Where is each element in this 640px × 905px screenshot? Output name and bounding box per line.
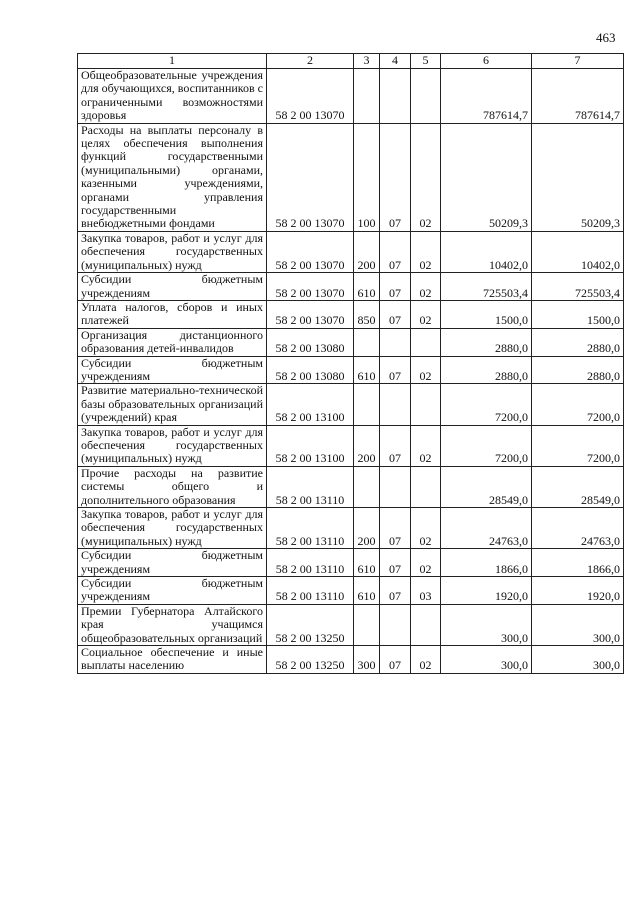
row-vr-cell: 300 <box>354 646 380 674</box>
row-pr-cell: 02 <box>411 273 441 301</box>
row-vr-cell: 200 <box>354 231 380 272</box>
row-vr-cell: 610 <box>354 273 380 301</box>
row-sum-cell: 1866,0 <box>441 549 532 577</box>
row-csr-cell: 58 2 00 13100 <box>267 384 354 425</box>
budget-table <box>77 53 624 674</box>
row-csr-cell: 58 2 00 13110 <box>267 577 354 605</box>
row-vr-cell: 200 <box>354 425 380 466</box>
row-rz-cell: 07 <box>380 273 411 301</box>
row-rz-cell: 07 <box>380 425 411 466</box>
row-name-cell: Закупка товаров, работ и услуг для обеспечения государственных (муниципальных) нужд <box>78 231 267 272</box>
row-sum-next-year-cell: 1920,0 <box>532 577 624 605</box>
row-csr-cell: 58 2 00 13100 <box>267 425 354 466</box>
row-vr-cell <box>354 69 380 124</box>
row-vr-cell: 610 <box>354 356 380 384</box>
row-sum-cell: 787614,7 <box>441 69 532 124</box>
table-row <box>78 384 624 425</box>
row-csr-cell: 58 2 00 13110 <box>267 508 354 549</box>
row-rz-cell: 07 <box>380 508 411 549</box>
table-row <box>78 646 624 674</box>
row-pr-cell <box>411 466 441 507</box>
row-sum-next-year-cell: 7200,0 <box>532 425 624 466</box>
column-header: 5 <box>411 54 441 69</box>
row-name-cell: Субсидии бюджетным учреждениям <box>78 356 267 384</box>
row-pr-cell: 02 <box>411 231 441 272</box>
row-sum-cell: 28549,0 <box>441 466 532 507</box>
row-name-cell: Субсидии бюджетным учреждениям <box>78 549 267 577</box>
row-sum-cell: 24763,0 <box>441 508 532 549</box>
row-sum-next-year-cell: 10402,0 <box>532 231 624 272</box>
row-name-cell: Субсидии бюджетным учреждениям <box>78 577 267 605</box>
column-header: 4 <box>380 54 411 69</box>
row-rz-cell: 07 <box>380 123 411 231</box>
column-header: 2 <box>267 54 354 69</box>
row-rz-cell: 07 <box>380 300 411 328</box>
row-pr-cell <box>411 328 441 356</box>
row-sum-cell: 300,0 <box>441 604 532 645</box>
row-vr-cell: 100 <box>354 123 380 231</box>
row-pr-cell: 02 <box>411 646 441 674</box>
row-pr-cell <box>411 69 441 124</box>
row-rz-cell: 07 <box>380 646 411 674</box>
row-sum-cell: 7200,0 <box>441 384 532 425</box>
row-name-cell: Закупка товаров, работ и услуг для обеспечения государственных (муниципальных) нужд <box>78 425 267 466</box>
row-rz-cell <box>380 466 411 507</box>
row-rz-cell <box>380 604 411 645</box>
row-pr-cell: 02 <box>411 425 441 466</box>
row-sum-cell: 725503,4 <box>441 273 532 301</box>
row-rz-cell <box>380 328 411 356</box>
row-csr-cell: 58 2 00 13070 <box>267 231 354 272</box>
row-vr-cell: 610 <box>354 577 380 605</box>
row-pr-cell: 02 <box>411 123 441 231</box>
table-row <box>78 549 624 577</box>
row-sum-next-year-cell: 1866,0 <box>532 549 624 577</box>
row-rz-cell: 07 <box>380 577 411 605</box>
row-csr-cell: 58 2 00 13070 <box>267 69 354 124</box>
row-vr-cell: 850 <box>354 300 380 328</box>
table-row <box>78 300 624 328</box>
table-row <box>78 69 624 124</box>
row-sum-cell: 50209,3 <box>441 123 532 231</box>
row-sum-cell: 1500,0 <box>441 300 532 328</box>
column-header: 7 <box>532 54 624 69</box>
row-csr-cell: 58 2 00 13080 <box>267 356 354 384</box>
table-row <box>78 425 624 466</box>
row-csr-cell: 58 2 00 13250 <box>267 646 354 674</box>
row-rz-cell <box>380 384 411 425</box>
row-rz-cell: 07 <box>380 356 411 384</box>
row-pr-cell <box>411 604 441 645</box>
row-vr-cell: 610 <box>354 549 380 577</box>
row-name-cell: Расходы на выплаты персоналу в целях обеспечения выполнения функций государственными (муниципальными) органами, казенными учреждениями, органами управления государственными внебюджетными фондами <box>78 123 267 231</box>
row-rz-cell: 07 <box>380 231 411 272</box>
table-row <box>78 604 624 645</box>
row-csr-cell: 58 2 00 13070 <box>267 300 354 328</box>
row-pr-cell: 02 <box>411 300 441 328</box>
row-csr-cell: 58 2 00 13110 <box>267 549 354 577</box>
row-vr-cell <box>354 384 380 425</box>
row-sum-next-year-cell: 300,0 <box>532 604 624 645</box>
row-vr-cell <box>354 604 380 645</box>
row-sum-next-year-cell: 2880,0 <box>532 328 624 356</box>
row-name-cell: Субсидии бюджетным учреждениям <box>78 273 267 301</box>
row-sum-cell: 10402,0 <box>441 231 532 272</box>
table-row <box>78 328 624 356</box>
row-vr-cell <box>354 466 380 507</box>
row-sum-next-year-cell: 7200,0 <box>532 384 624 425</box>
row-sum-cell: 7200,0 <box>441 425 532 466</box>
column-header: 1 <box>78 54 267 69</box>
table-row <box>78 466 624 507</box>
row-csr-cell: 58 2 00 13250 <box>267 604 354 645</box>
row-name-cell: Развитие материально-технической базы образовательных организаций (учреждений) края <box>78 384 267 425</box>
row-name-cell: Общеобразовательные учреждения для обучающихся, воспитанников с ограниченными возможностями здоровья <box>78 69 267 124</box>
budget-table-body <box>78 54 624 674</box>
row-pr-cell: 03 <box>411 577 441 605</box>
row-sum-next-year-cell: 50209,3 <box>532 123 624 231</box>
row-name-cell: Социальное обеспечение и иные выплаты населению <box>78 646 267 674</box>
row-sum-next-year-cell: 2880,0 <box>532 356 624 384</box>
table-row <box>78 577 624 605</box>
row-sum-next-year-cell: 300,0 <box>532 646 624 674</box>
table-row <box>78 508 624 549</box>
table-row <box>78 273 624 301</box>
row-csr-cell: 58 2 00 13070 <box>267 123 354 231</box>
row-name-cell: Премии Губернатора Алтайского края учащимся общеобразовательных организаций <box>78 604 267 645</box>
row-sum-cell: 1920,0 <box>441 577 532 605</box>
row-rz-cell <box>380 69 411 124</box>
row-sum-next-year-cell: 1500,0 <box>532 300 624 328</box>
table-row <box>78 356 624 384</box>
row-rz-cell: 07 <box>380 549 411 577</box>
table-row <box>78 231 624 272</box>
header-row <box>78 54 624 69</box>
row-sum-next-year-cell: 787614,7 <box>532 69 624 124</box>
row-sum-cell: 2880,0 <box>441 328 532 356</box>
row-pr-cell: 02 <box>411 508 441 549</box>
row-sum-next-year-cell: 725503,4 <box>532 273 624 301</box>
row-sum-next-year-cell: 24763,0 <box>532 508 624 549</box>
row-csr-cell: 58 2 00 13070 <box>267 273 354 301</box>
table-row <box>78 123 624 231</box>
row-sum-next-year-cell: 28549,0 <box>532 466 624 507</box>
row-csr-cell: 58 2 00 13110 <box>267 466 354 507</box>
row-name-cell: Организация дистанционного образования детей-инвалидов <box>78 328 267 356</box>
row-name-cell: Закупка товаров, работ и услуг для обеспечения государственных (муниципальных) нужд <box>78 508 267 549</box>
row-vr-cell <box>354 328 380 356</box>
column-header: 6 <box>441 54 532 69</box>
row-name-cell: Уплата налогов, сборов и иных платежей <box>78 300 267 328</box>
row-vr-cell: 200 <box>354 508 380 549</box>
row-pr-cell: 02 <box>411 549 441 577</box>
row-sum-cell: 300,0 <box>441 646 532 674</box>
row-csr-cell: 58 2 00 13080 <box>267 328 354 356</box>
row-name-cell: Прочие расходы на развитие системы общего и дополнительного образования <box>78 466 267 507</box>
row-pr-cell <box>411 384 441 425</box>
page-number: 463 <box>596 30 616 45</box>
row-sum-cell: 2880,0 <box>441 356 532 384</box>
column-header: 3 <box>354 54 380 69</box>
row-pr-cell: 02 <box>411 356 441 384</box>
